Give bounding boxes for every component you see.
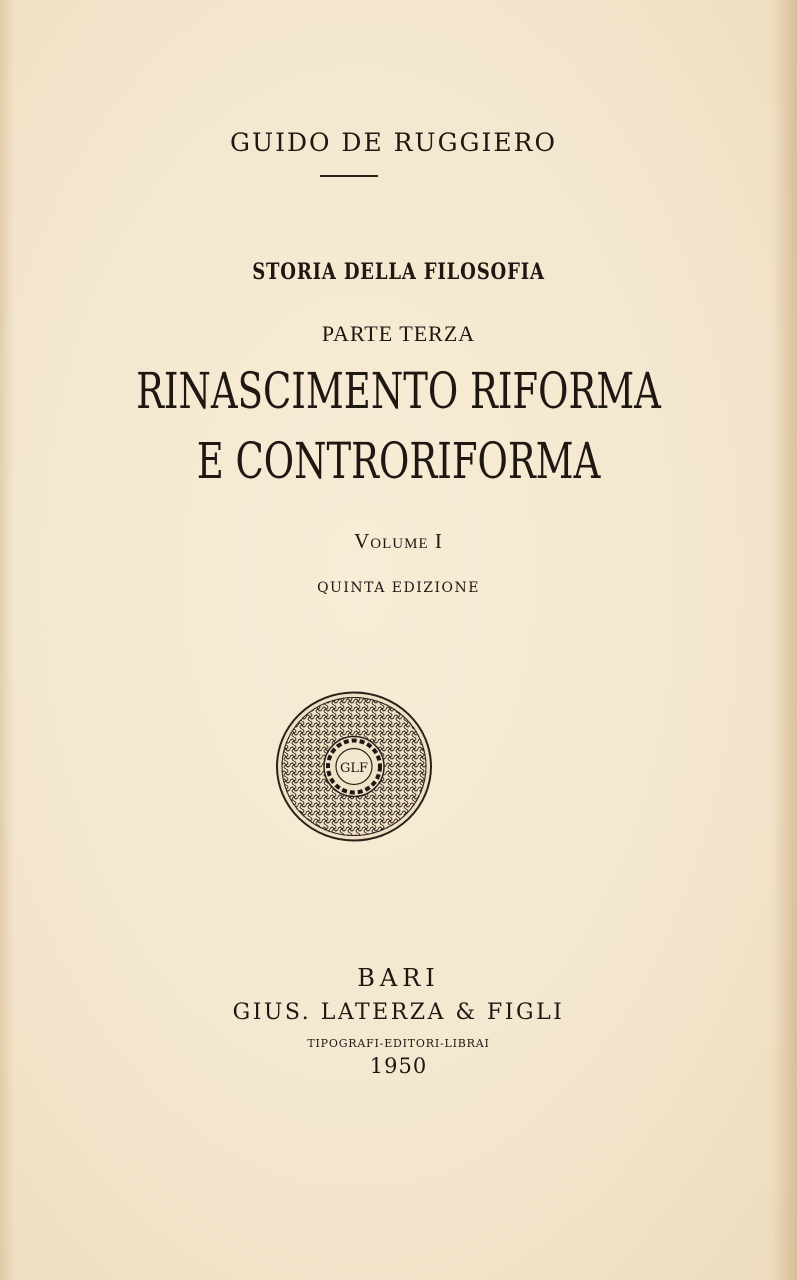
imprint-year: 1950 [369, 1054, 428, 1078]
publisher-monogram: GLF [339, 761, 369, 776]
edition-label: QUINTA EDIZIONE [317, 580, 480, 596]
part-label: PARTE TERZA [321, 321, 476, 346]
imprint-city: BARI [357, 964, 440, 992]
page-edge-left [0, 0, 14, 1280]
author-name: GUIDO DE RUGGIERO [230, 128, 557, 157]
book-title-line-1: RINASCIMENTO RIFORMA [136, 362, 661, 420]
publisher-mark-icon [274, 689, 434, 844]
imprint-trades: TIPOGRAFI-EDITORI-LIBRAI [307, 1037, 490, 1050]
series-title: STORIA DELLA FILOSOFIA [252, 259, 545, 285]
page-edge-right [771, 0, 797, 1280]
volume-label: Volume I [354, 529, 443, 553]
book-title-line-2: E CONTRORIFORMA [196, 432, 601, 490]
author-divider [320, 175, 378, 177]
imprint-publisher: GIUS. LATERZA & FIGLI [232, 1000, 565, 1025]
